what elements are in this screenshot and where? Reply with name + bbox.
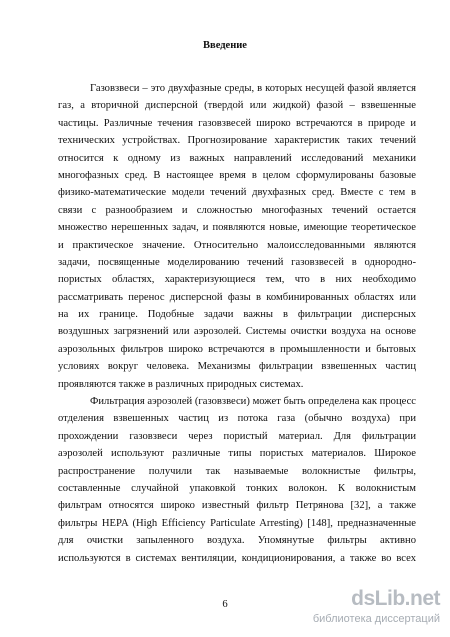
text-line: распространение получили так называемые волокнистые фильтры, bbox=[58, 465, 416, 477]
text-line: рассматривать перенос дисперсной фазы в комбинированных областях или bbox=[58, 291, 416, 303]
text-line: составленные случайной упаковкой тонких волокон. К волокнистым bbox=[58, 482, 416, 494]
text-line: отделения взвешенных частиц из потока газа (обычно воздуха) при bbox=[58, 413, 416, 425]
watermark-tagline: библиотека диссертаций bbox=[312, 613, 440, 625]
page-number: 6 bbox=[222, 599, 228, 610]
text-line: прохождении газовзвеси через пористый материал. Для фильтрации bbox=[58, 430, 416, 442]
text-line: относится к одному из важных направлений исследований механики bbox=[58, 152, 416, 164]
text-line: Газовзвеси – это двухфазные среды, в которых несущей фазой является bbox=[90, 83, 416, 94]
text-line: технических устройствах. Прогнозирование характеристик таких течений bbox=[58, 135, 416, 147]
text-line: пористых областях, характеризующиеся тем, что в них необходимо bbox=[58, 274, 416, 286]
page-title: Введение bbox=[203, 40, 247, 51]
text-line: аэрозолей используют различные типы пористых материалов. Широкое bbox=[58, 448, 416, 460]
text-line: Фильтрация аэрозолей (газовзвеси) может быть определена как процесс bbox=[90, 396, 416, 408]
text-line: для очистки запыленного воздуха. Упомянутые фильтры активно bbox=[58, 535, 416, 547]
text-line: многофазных сред. В настоящее время в целом сформулированы базовые bbox=[58, 169, 416, 181]
watermark-logo: dsLib.net bbox=[351, 587, 440, 610]
text-line: физико-математические модели течений двухфазных сред. Вместе с тем в bbox=[58, 187, 416, 199]
text-line: частицы. Различные течения газовзвесей широко встречаются в природе и bbox=[58, 117, 416, 129]
text-line: фильтры HEPA (High Efficiency Particulate Arresting) [148], предназначенные bbox=[58, 517, 416, 529]
text-line: множество нерешенных задач, и появляются новые, имеющие теоретическое bbox=[58, 222, 416, 234]
text-line: фильтрам относятся широко известный фильтр Петрянова [32], а также bbox=[58, 500, 416, 512]
text-line: задачи, посвященные моделированию течений газовзвесей в однородно- bbox=[58, 256, 416, 268]
text-line: используются в системах вентиляции, кондиционирования, а также во всех bbox=[58, 552, 416, 564]
text-line: воздушных загрязнений или аэрозолей. Системы очистки воздуха на основе bbox=[58, 326, 416, 338]
watermark bbox=[310, 587, 442, 631]
text-line: аэрозольных фильтров широко встречаются в промышленности и бытовых bbox=[58, 343, 416, 355]
text-line: связи с разнообразием и сложностью многофазных течений остается bbox=[58, 204, 416, 216]
text-line: газ, а вторичной дисперсной (твердой или жидкой) фазой – взвешенные bbox=[58, 100, 416, 112]
body-text bbox=[58, 80, 416, 567]
text-line: условиях вокруг человека. Механизмы фильтрации взвешенных частиц bbox=[58, 361, 416, 373]
text-line: на их границе. Подобные задачи важны в фильтрации дисперсных bbox=[58, 309, 416, 321]
text-line: и практическое значение. Относительно малоисследованными являются bbox=[58, 239, 416, 251]
text-line: проявляются также в различных природных системах. bbox=[58, 378, 304, 390]
